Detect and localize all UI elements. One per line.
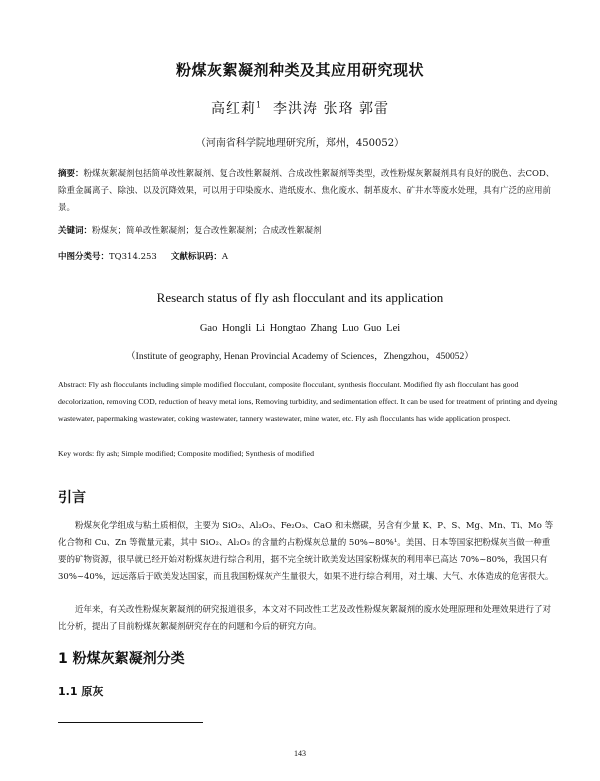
abstract-cn	[58, 166, 558, 217]
abstract-en-text: Fly ash flocculants including simple modified flocculant, composite flocculant, synthesis flocculant. Modified fly ash flocculant has good decolorization, removing COD, reduction of heavy metal ions, Removing turbidity, and sedimentation effect. It can be used for treatment of printing and dyeing wastewater, papermaking wastewater, coking wastewater, tannery wastewater, mine water, etc. Fly ash flocculants has wide application prospect.	[58, 380, 558, 423]
classification-line	[58, 250, 228, 262]
affiliation-en: （Institute of geography, Henan Provincial Academy of Sciences，Zhengzhou，450052）	[126, 352, 474, 362]
section-heading-1: 1 粉煤灰絮凝剂分类	[58, 651, 185, 667]
doc-code-value: A	[221, 252, 228, 262]
intro-paragraph-2-text: 近年来，有关改性粉煤灰絮凝剂的研究报道很多，本文对不同改性工艺及改性粉煤灰絮凝剂的废水处理原理和处理效果进行了对比分析，提出了目前粉煤灰絮凝剂研究存在的问题和今后的研究方向。	[58, 605, 552, 632]
page-number: 143	[294, 749, 306, 758]
keywords-en	[58, 449, 314, 458]
intro-paragraph-1	[58, 518, 558, 586]
paper-title-cn: 粉煤灰絮凝剂种类及其应用研究现状	[175, 61, 424, 79]
section-heading-intro: 引言	[58, 490, 86, 506]
first-author-cn: 高红莉	[211, 101, 257, 117]
footnote-rule	[58, 722, 203, 723]
cls-value: TQ314.253	[109, 252, 157, 262]
subsection-heading-1-1: 1.1 原灰	[58, 685, 104, 698]
doc-code-label: 文献标识码：	[170, 252, 222, 262]
author-affiliation-mark: 1	[256, 100, 263, 110]
keywords-en-text: fly ash; Simple modified; Composite modified; Synthesis of modified	[96, 449, 314, 458]
author-list-cn	[0, 98, 600, 118]
cls-label: 中图分类号：	[58, 252, 110, 262]
abstract-en	[58, 376, 558, 427]
intro-paragraph-2	[58, 602, 558, 636]
abstract-cn-label: 摘要：	[58, 169, 84, 179]
abstract-en-label: Abstract:	[58, 380, 87, 389]
intro-paragraph-1-text: 粉煤灰化学组成与粘土质相似，主要为 SiO₂、Al₂O₃、Fe₂O₃、CaO 和未燃碳，另含有少量 K、P、S、Mg、Mn、Ti、Mo 等化合物和 Cu、Zn 等微量元素，其中 SiO₂、Al₂O₃ 的含量约占粉煤灰总量的 50%~80%¹。美国、日本等国家把粉煤灰当做一种重要的矿物资源，很早就已经开始对粉煤灰进行综合利用，据不完全统计欧美发达国家粉煤灰的利用率已高达 70%~80%，我国只有 30%~40%，远远落后于欧美发达国家，而且我国粉煤灰产生量很大，如果不进行综合利用，对土壤、大气、水体造成的危害很大。	[58, 521, 554, 582]
keywords-en-label: Key words:	[58, 449, 95, 458]
paper-title-en: Research status of fly ash flocculant and its application	[156, 290, 444, 305]
keywords-cn-text: 粉煤灰；简单改性絮凝剂；复合改性絮凝剂；合成改性絮凝剂	[92, 226, 322, 236]
keywords-cn-label: 关键词：	[58, 226, 93, 236]
keywords-cn	[58, 224, 322, 236]
other-authors-cn: 李洪涛 张珞 郭雷	[273, 101, 389, 117]
author-list-en: Gao Hongli Li Hongtao Zhang Luo Guo Lei	[199, 323, 401, 334]
abstract-cn-text: 粉煤灰絮凝剂包括简单改性絮凝剂、复合改性絮凝剂、合成改性絮凝剂等类型，改性粉煤灰絮凝剂具有良好的脱色、去COD、除重金属离子、除浊、以及沉降效果，可以用于印染废水、造纸废水、焦化废水、制革废水、矿井水等废水处理，具有广泛的应用前景。	[58, 169, 555, 213]
affiliation-cn: （河南省科学院地理研究所，郑州，450052）	[195, 138, 405, 149]
